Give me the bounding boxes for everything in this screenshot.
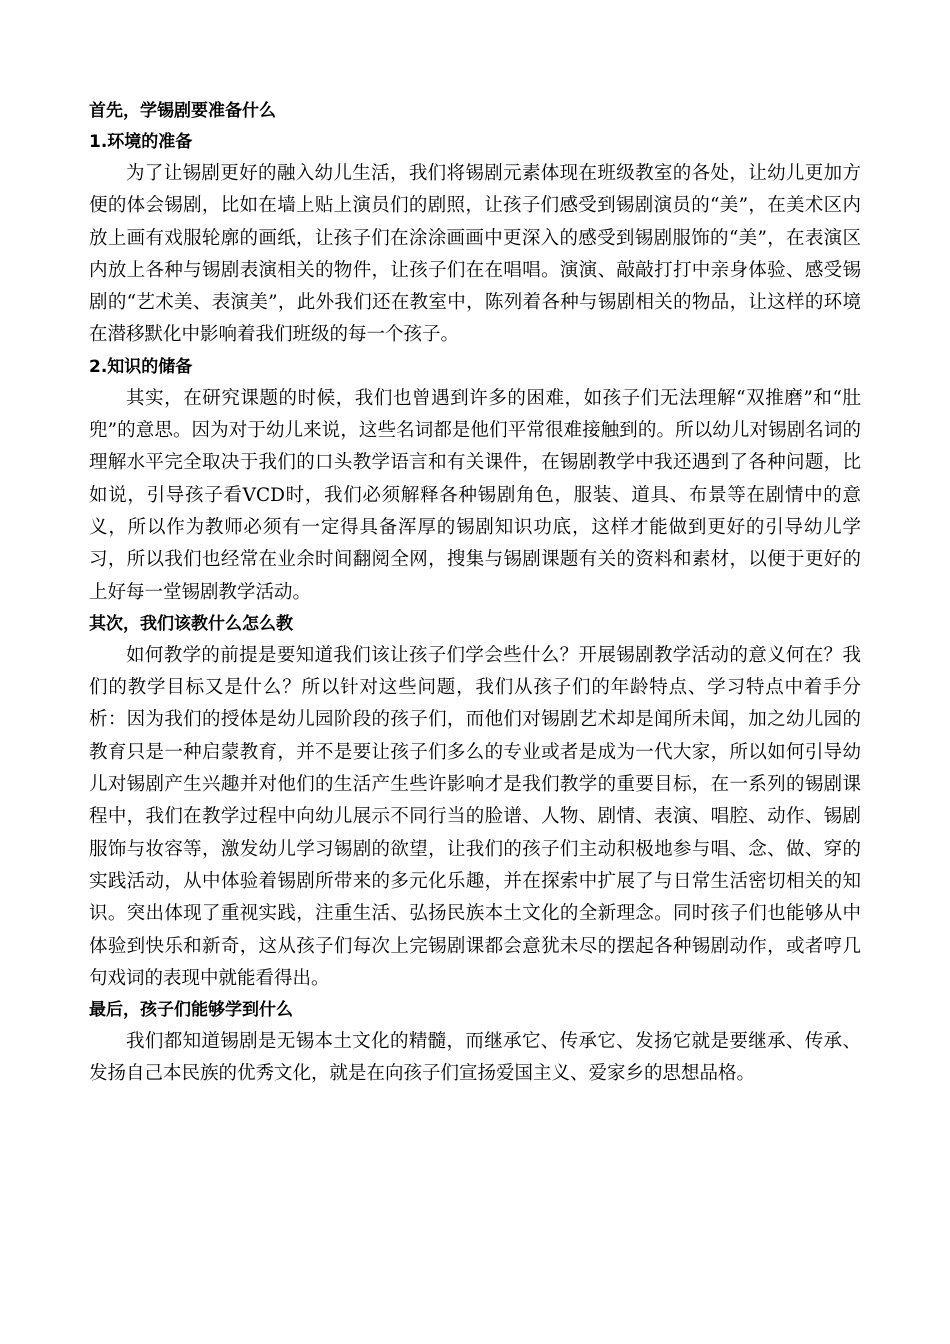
paragraph-knowledge: 其实，在研究课题的时候，我们也曾遇到许多的困难，如孩子们无法理解“双推磨”和“肚兜”的意思。因为对于幼儿来说，这些名词都是他们平常很难接触到的。所以幼儿对锡剧名词的理解水平完全取决于我们的口头教学语言和有关课件，在锡剧教学中我还遇到了各种问题，比如说，引导孩子看VCD时，我们必须解释各种锡剧角色，服装、道具、布景等在剧情中的意义，所以作为教师必须有一定得具备浑厚的锡剧知识功底，这样才能做到更好的引导幼儿学习，所以我们也经常在业余时间翻阅全网，搜集与锡剧课题有关的资料和素材，以便于更好的上好每一堂锡剧教学活动。 bbox=[89, 387, 861, 603]
subheading-environment: 1.环境的准备 bbox=[89, 132, 193, 152]
paragraph-outcomes: 我们都知道锡剧是无锡本土文化的精髓，而继承它、传承它、发扬它就是要继承、传承、发扬自己本民族的优秀文化，就是在向孩子们宣扬爱国主义、爱家乡的思想品格。 bbox=[89, 1031, 861, 1085]
paragraph-environment: 为了让锡剧更好的融入幼儿生活，我们将锡剧元素体现在班级教室的各处，让幼儿更加方便的体会锡剧，比如在墙上贴上演员们的剧照，让孩子们感受到锡剧演员的“美”，在美术区内放上画有戏服轮廓的画纸，让孩子们在涂涂画画中更深入的感受到锡剧服饰的“美”，在表演区内放上各种与锡剧表演相关的物件，让孩子们在在唱唱。演演、敲敲打打中亲身体验、感受锡剧的“艺术美、表演美”，此外我们还在教室中，陈列着各种与锡剧相关的物品，让这样的环境在潜移默化中影响着我们班级的每一个孩子。 bbox=[89, 163, 861, 346]
section-heading-outcomes: 最后，孩子们能够学到什么 bbox=[89, 1000, 293, 1021]
paragraph-teaching: 如何教学的前提是要知道我们该让孩子们学会些什么？开展锡剧教学活动的意义何在？我们的教学目标又是什么？所以针对这些问题，我们从孩子们的年龄特点、学习特点中着手分析：因为我们的授体是幼儿园阶段的孩子们，而他们对锡剧艺术却是闻所未闻，加之幼儿园的教育只是一种启蒙教育，并不是要让孩子们多么的专业或者是成为一代大家，所以如何引导幼儿对锡剧产生兴趣并对他们的生活产生些许影响才是我们教学的重要目标，在一系列的锡剧课程中，我们在教学过程中向幼儿展示不同行当的脸谱、人物、剧情、表演、唱腔、动作、锡剧服饰与妆容等，激发幼儿学习锡剧的欲望，让我们的孩子们主动积极地参与唱、念、做、穿的实践活动，从中体验着锡剧所带来的多元化乐趣，并在探索中扩展了与日常生活密切相关的知识。突出体现了重视实践，注重生活、弘扬民族本土文化的全新理念。同时孩子们也能够从中体验到快乐和新奇，这从孩子们每次上完锡剧课都会意犹未尽的摆起各种锡剧动作，或者哼几句戏词的表现中就能看得出。 bbox=[89, 644, 861, 989]
subheading-knowledge: 2.知识的储备 bbox=[89, 356, 193, 377]
section-heading-preparation: 首先，学锡剧要准备什么 bbox=[89, 101, 276, 121]
section-heading-teaching: 其次，我们该教什么怎么教 bbox=[89, 613, 293, 634]
document-body bbox=[89, 96, 861, 1091]
